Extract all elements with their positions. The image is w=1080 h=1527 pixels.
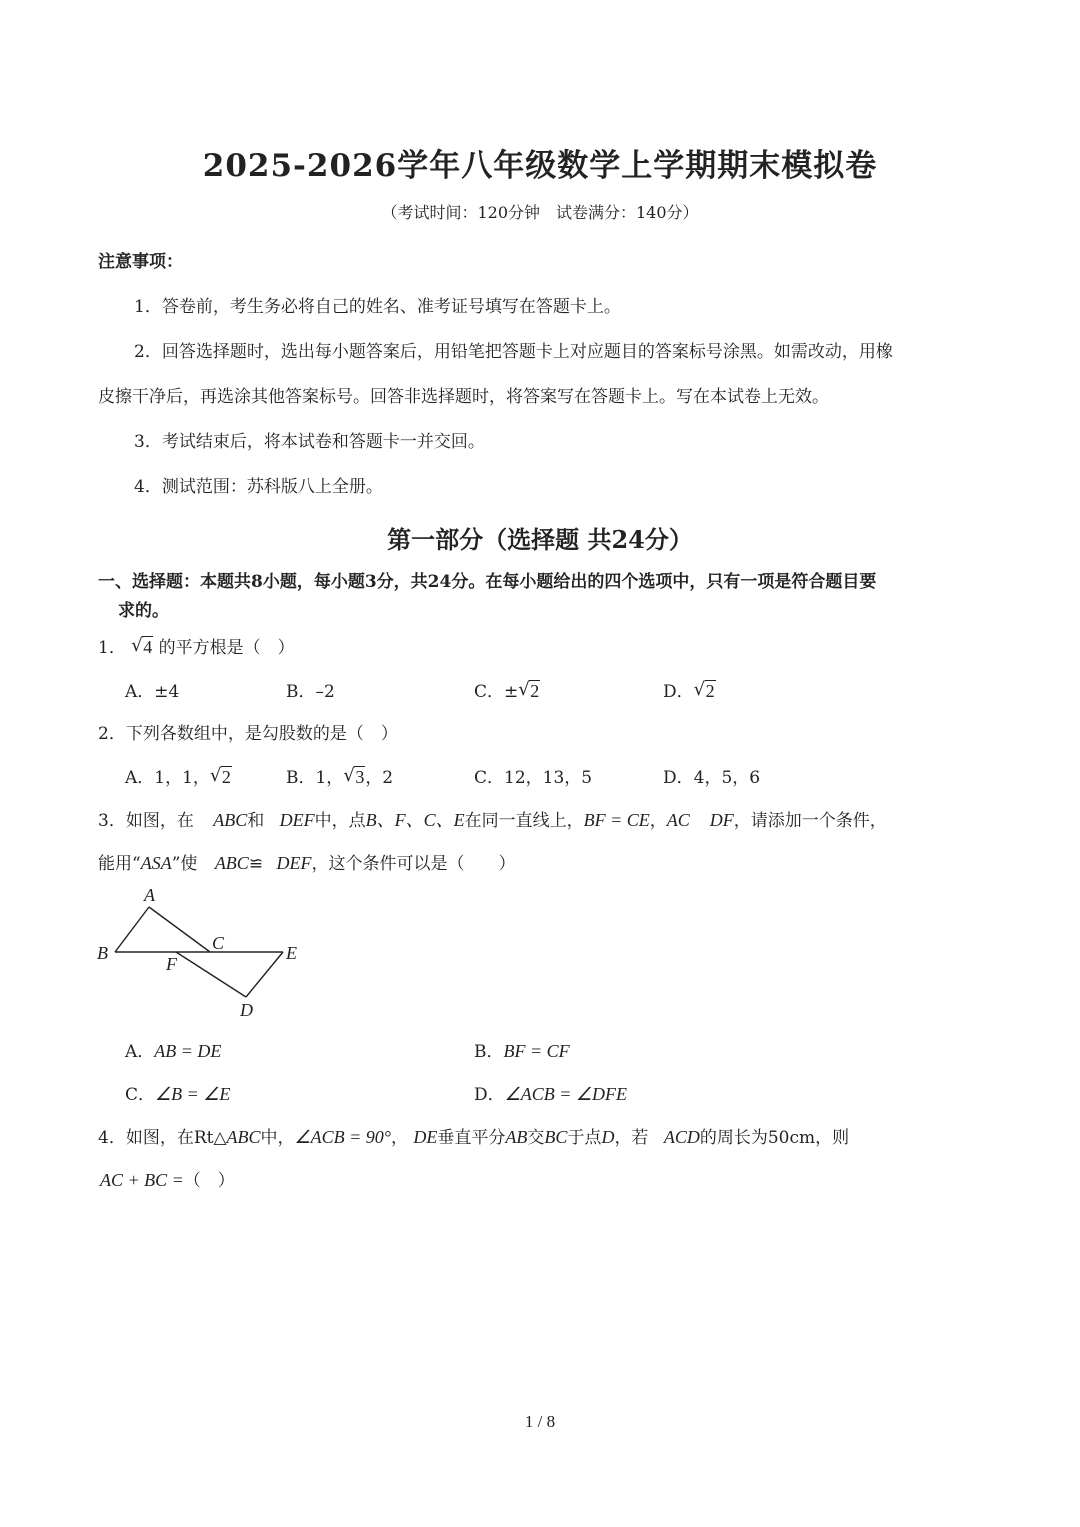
radical-icon: √	[518, 679, 530, 700]
q3-text: 和	[247, 811, 265, 831]
q3-text: 3．如图，在	[98, 811, 194, 831]
q3-option-b	[474, 1037, 570, 1062]
exam-subtitle: （考试时间：120分钟 试卷满分：140分）	[381, 203, 699, 222]
angle-acb: ∠ACB = 90°	[294, 1127, 392, 1147]
notice-heading: 注意事项：	[98, 252, 183, 272]
triangle-abc: ABC	[226, 1127, 261, 1147]
point-d: D	[601, 1127, 615, 1147]
triangle-def: DEF	[279, 810, 315, 830]
radical-icon: √	[131, 635, 143, 656]
radicand: 2	[705, 681, 715, 701]
q1-option-b: B．–2	[286, 682, 335, 702]
q4-text: ，若	[614, 1128, 649, 1148]
q3-text: 能用“	[98, 854, 141, 874]
q3-option-d-expr: ∠ACB = ∠DFE	[504, 1084, 628, 1104]
label-c: C	[212, 933, 225, 953]
segment-df: DF	[709, 810, 734, 830]
q4-text: 4．如图，在Rt△	[98, 1128, 227, 1148]
segment-bc: BC	[544, 1127, 568, 1147]
radicand: 4	[143, 637, 153, 657]
q2-option-a	[125, 763, 232, 788]
radical-icon: √	[343, 765, 355, 786]
sqrt-expression	[694, 681, 716, 702]
q4-text: 垂直平分	[437, 1128, 506, 1148]
q3-option-c-label: C．	[125, 1085, 156, 1105]
question-4-line-1	[98, 1123, 849, 1148]
q3-text: ”使	[171, 854, 198, 874]
collinear-points: B、F、C、E	[365, 810, 465, 830]
label-e: E	[286, 943, 297, 963]
congruent-symbol: ≌	[248, 854, 264, 874]
radical-icon: √	[209, 765, 222, 786]
question-2-stem: 2．下列各数组中，是勾股数的是（ ）	[98, 724, 398, 744]
segment-ac	[149, 907, 210, 952]
q2-option-b	[286, 763, 393, 788]
q3-text: 中，点	[314, 811, 366, 831]
question-3-line-2	[98, 849, 515, 874]
q1-option-c-label: C．±	[474, 682, 519, 702]
q3-option-a-label: A．	[125, 1042, 155, 1062]
question-1-stem	[98, 633, 295, 658]
q4-text: 中，	[260, 1128, 295, 1148]
q3-option-c-expr: ∠B = ∠E	[155, 1084, 231, 1104]
radicand: 3	[355, 767, 365, 787]
segment-ac: AC	[666, 810, 690, 830]
notice-item-2-line-2: 皮擦干净后，再选涂其他答案标号。回答非选择题时，将答案写在答题卡上。写在本试卷上无效。	[98, 387, 829, 407]
radical-icon: √	[693, 679, 706, 700]
q3-option-b-expr: BF = CF	[503, 1041, 570, 1061]
q4-text: 的周长为50cm，则	[699, 1128, 850, 1148]
q3-option-a	[125, 1037, 221, 1062]
q3-option-d-label: D．	[474, 1085, 505, 1105]
section-intro-line-2: 求的。	[118, 601, 169, 621]
sqrt-expression	[343, 767, 365, 788]
label-b: B	[97, 943, 108, 963]
label-f: F	[166, 954, 177, 974]
q4-text: 于点	[567, 1128, 602, 1148]
q3-text: ，	[649, 811, 667, 831]
q3-option-b-label: B．	[474, 1042, 504, 1062]
q4-text: ，	[391, 1128, 409, 1148]
label-a: A	[144, 885, 155, 905]
radicand: 2	[221, 767, 231, 787]
q2-option-a-label: A．1，1，	[125, 768, 210, 788]
segment-de	[246, 952, 283, 997]
triangle-abc: ABC	[213, 810, 248, 830]
question-1-number: 1．	[98, 638, 126, 658]
question-4-line-2	[100, 1166, 235, 1191]
q1-option-d	[663, 677, 716, 702]
q3-text: ，请添加一个条件，	[733, 811, 887, 831]
page-number: 1 / 8	[524, 1412, 556, 1431]
question-3-line-1	[98, 806, 887, 832]
q3-text: ，这个条件可以是（ ）	[311, 854, 516, 874]
q3-text: 在同一直线上，	[464, 811, 584, 831]
segment-fd	[176, 952, 246, 997]
notice-item-1: 1．答卷前，考生务必将自己的姓名、准考证号填写在答题卡上。	[134, 297, 621, 317]
q4-answer-blank: （ ）	[183, 1171, 235, 1191]
section-title: 第一部分（选择题 共24分）	[387, 525, 693, 554]
section-intro-line-1: 一、选择题：本题共8小题，每小题3分，共24分。在每小题给出的四个选项中，只有一项是符合题目要	[98, 572, 877, 592]
expression-ac-plus-bc: AC + BC =	[100, 1170, 184, 1190]
q2-option-b-suffix: ，2	[365, 768, 394, 788]
asa-criterion: ASA	[140, 853, 172, 873]
q2-option-b-label: B．1，	[286, 768, 344, 788]
radicand: 2	[530, 681, 540, 701]
question-1-text: 的平方根是（ ）	[158, 638, 295, 658]
segment-ba	[115, 907, 149, 952]
sqrt-expression	[210, 767, 232, 788]
q1-option-a: A．±4	[125, 682, 180, 702]
equation-bf-ce: BF = CE	[583, 810, 650, 830]
q3-option-a-expr: AB = DE	[154, 1041, 222, 1061]
notice-item-3: 3．考试结束后，将本试卷和答题卡一并交回。	[134, 432, 485, 452]
notice-item-2-line-1: 2．回答选择题时，选出每小题答案后，用铅笔把答题卡上对应题目的答案标号涂黑。如需改动，用橡	[134, 342, 893, 362]
q1-option-c	[474, 677, 540, 702]
triangle-abc: ABC	[214, 853, 249, 873]
triangle-acd: ACD	[663, 1127, 700, 1147]
q1-option-d-label: D．	[663, 682, 694, 702]
sqrt-expression	[131, 637, 153, 658]
q4-text: 交	[527, 1128, 545, 1148]
triangle-def: DEF	[276, 853, 312, 873]
exam-title: 2025-2026学年八年级数学上学期期末模拟卷	[202, 148, 878, 184]
segment-de: DE	[413, 1127, 438, 1147]
segment-ab: AB	[505, 1127, 528, 1147]
q2-option-d: D．4，5，6	[663, 768, 761, 788]
q3-option-c	[125, 1080, 230, 1105]
sqrt-expression	[518, 681, 540, 702]
q2-option-c: C．12，13，5	[474, 768, 593, 788]
q3-figure	[90, 880, 310, 1020]
label-d: D	[240, 1000, 253, 1020]
notice-item-4: 4．测试范围：苏科版八上全册。	[134, 477, 383, 497]
q3-option-d	[474, 1080, 627, 1105]
